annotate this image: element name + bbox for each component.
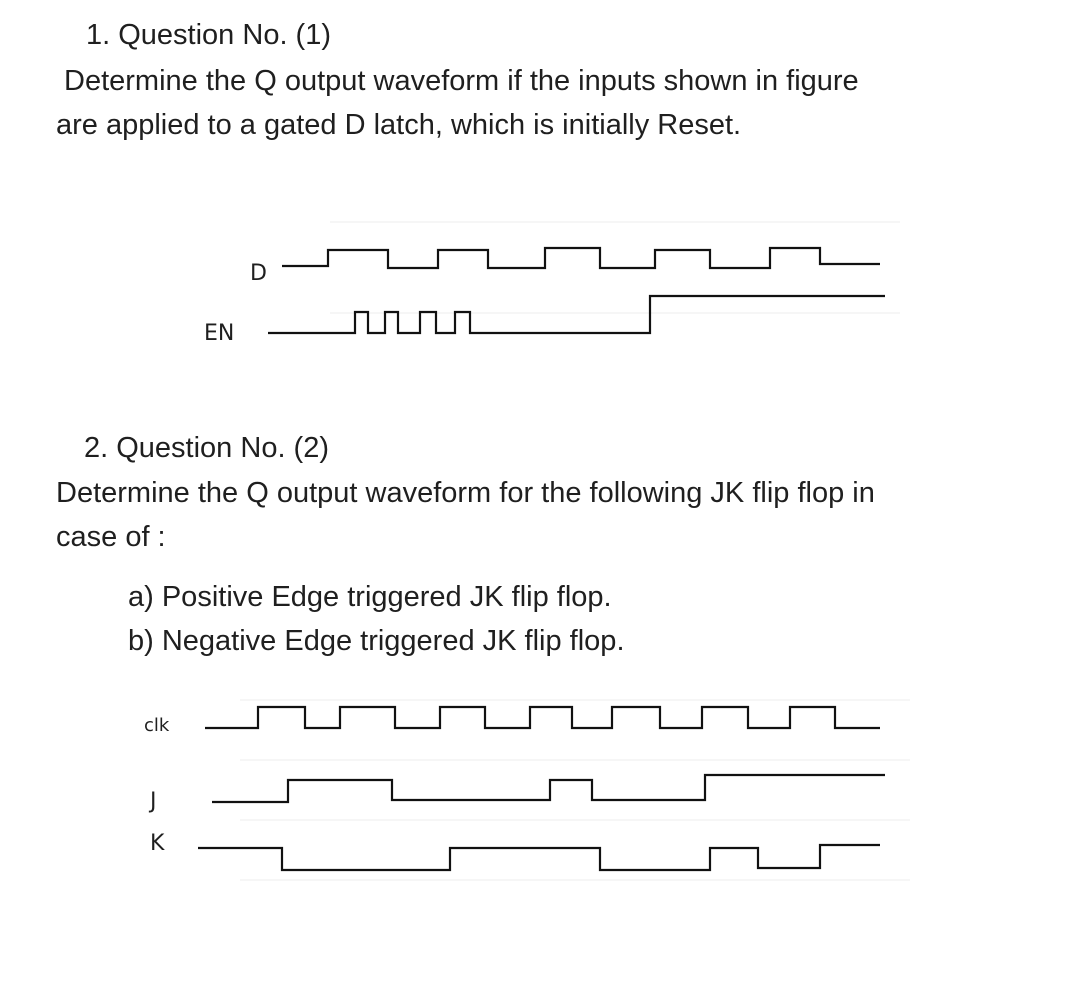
paper-rules bbox=[240, 222, 910, 880]
en-waveform bbox=[268, 296, 885, 333]
k-waveform bbox=[198, 845, 880, 870]
j-signal-label: J bbox=[150, 789, 157, 814]
j-waveform bbox=[212, 775, 885, 802]
question-2-heading: 2. Question No. (2) bbox=[84, 432, 329, 464]
question-2-text-line-2: case of : bbox=[56, 521, 166, 553]
en-signal-label: EN bbox=[204, 321, 235, 346]
question-1-text-line-2: are applied to a gated D latch, which is initially Reset. bbox=[56, 109, 742, 141]
d-waveform bbox=[282, 248, 880, 268]
question-1-text-line-1: Determine the Q output waveform if the inputs shown in figure bbox=[64, 65, 859, 97]
d-signal-label: D bbox=[250, 261, 267, 286]
clk-waveform bbox=[205, 707, 880, 728]
question-2-part-a: a) Positive Edge triggered JK flip flop. bbox=[128, 581, 612, 613]
question-1-heading: 1. Question No. (1) bbox=[86, 19, 331, 51]
question-2-text-line-1: Determine the Q output waveform for the following JK flip flop in bbox=[56, 477, 875, 509]
k-signal-label: K bbox=[150, 831, 165, 856]
clk-signal-label: clk bbox=[144, 715, 170, 736]
question-2-part-b: b) Negative Edge triggered JK flip flop. bbox=[128, 625, 625, 657]
